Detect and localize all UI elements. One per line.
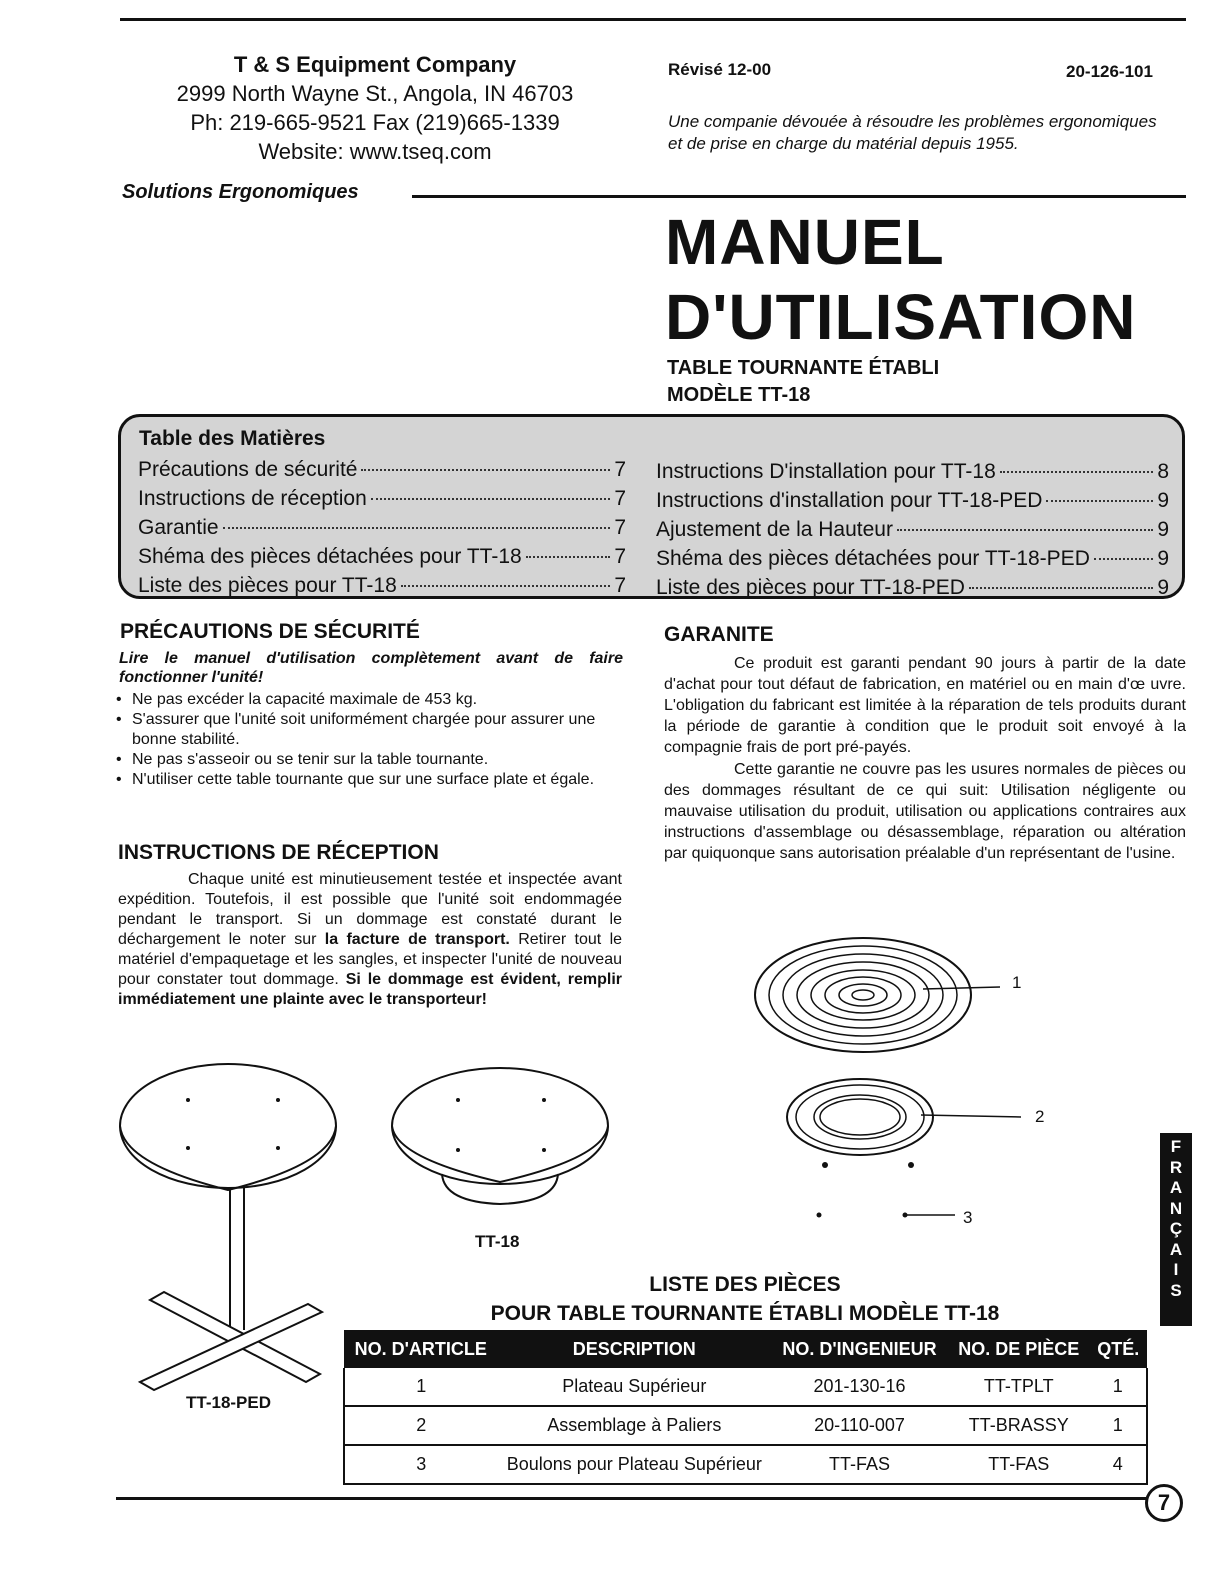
callout-3: 3 <box>963 1208 973 1227</box>
table-row <box>344 1406 1147 1445</box>
table-cell: TT-FAS <box>771 1445 948 1484</box>
safety-list <box>114 690 604 790</box>
page-number: 7 <box>1145 1484 1183 1522</box>
top-rule <box>120 18 1186 21</box>
document-number: 20-126-101 <box>1066 62 1153 81</box>
callout-2: 2 <box>1035 1107 1045 1126</box>
manual-title-line1: MANUEL <box>665 206 945 278</box>
warranty-heading: GARANITE <box>664 623 774 646</box>
toc-right-column <box>656 457 1169 602</box>
company-website[interactable]: Website: www.tseq.com <box>258 139 492 164</box>
parts-title-line2: POUR TABLE TOURNANTE ÉTABLI MODÈLE TT-18 <box>490 1302 1000 1325</box>
parts-list-title <box>440 1270 1050 1328</box>
toc-left-column <box>138 455 626 600</box>
toc-entry[interactable]: Ajustement de la Hauteur 9 <box>656 518 1169 541</box>
company-phone-fax: Ph: 219-665-9521 Fax (219)665-1339 <box>190 110 560 135</box>
toc-entry[interactable]: Liste des pièces pour TT-18 7 <box>138 574 626 597</box>
table-cell: 4 <box>1090 1445 1148 1484</box>
toc-entry[interactable]: Shéma des pièces détachées pour TT-18 7 <box>138 545 626 568</box>
column-header: DESCRIPTION <box>497 1330 771 1368</box>
column-header: NO. D'INGENIEUR <box>771 1330 948 1368</box>
warranty-paragraph-2: Cette garantie ne couvre pas les usures normales de pièces ou des dommages résultant de ce qui suit: Utilisation négligente ou mauvaise utilisation du produit, utilisation ou applications contraires aux instructions d'assemblage ou désassemblage, réparation ou altération par quiquonque sans autorisation préalable d'un représentant de l'usine. <box>664 761 1186 862</box>
table-cell: TT-BRASSY <box>948 1406 1090 1445</box>
table-of-contents <box>118 414 1185 599</box>
column-header: NO. DE PIÈCE <box>948 1330 1090 1368</box>
table-cell: Plateau Supérieur <box>497 1368 771 1406</box>
toc-entry[interactable]: Shéma des pièces détachées pour TT-18-PED 9 <box>656 547 1169 570</box>
parts-table <box>343 1330 1148 1485</box>
table-cell: 1 <box>1090 1406 1148 1445</box>
reception-paragraph: Chaque unité est minutieusement testée et inspectée avant expédition. Toutefois, il est possible que l'unité soit endommagée pendant le transport. Si un dommage est constaté durant le déchargement le noter sur la facture de transport. Retirer tout le matériel d'empaquetage et les sangles, et inspecter l'unité de nouveau pour constater tout dommage. Si le dommage est évident, remplir immédiatement une plainte avec le transporteur! <box>118 871 623 1008</box>
table-cell: Assemblage à Paliers <box>497 1406 771 1445</box>
tt18-drawing <box>380 1062 620 1222</box>
safety-intro: Lire le manuel d'utilisation complètement avant de faire fonctionner l'unité! <box>119 650 623 686</box>
table-cell: 1 <box>344 1368 497 1406</box>
list-item: • Ne pas excéder la capacité maximale de 453 kg. <box>114 690 604 710</box>
table-cell: 201-130-16 <box>771 1368 948 1406</box>
table-row <box>344 1368 1147 1406</box>
warranty-paragraph-1: Ce produit est garanti pendant 90 jours à partir de la date d'achat pour tout défaut de fabrication, en matériel ou en main d'œ uvre. L'obligation du fabricant est limitée à la réparation de tels produits durant la période de garantie à condition que le produit soit envoyé à la compagnie frais de port pré-payés. <box>664 655 1186 756</box>
safety-heading: PRÉCAUTIONS DE SÉCURITÉ <box>120 620 420 643</box>
column-header: QTÉ. <box>1090 1330 1148 1368</box>
revised-date: Révisé 12-00 <box>668 60 772 79</box>
toc-heading: Table des Matières <box>139 427 326 450</box>
table-cell: TT-FAS <box>948 1445 1090 1484</box>
company-block <box>130 50 620 166</box>
product-subtitle-1: TABLE TOURNANTE ÉTABLI <box>667 357 940 379</box>
tt18-ped-drawing <box>110 1060 350 1400</box>
reception-heading: INSTRUCTIONS DE RÉCEPTION <box>118 841 439 864</box>
table-cell: 1 <box>1090 1368 1148 1406</box>
toc-entry[interactable]: Précautions de sécurité 7 <box>138 458 626 481</box>
table-cell: Boulons pour Plateau Supérieur <box>497 1445 771 1484</box>
table-cell: TT-TPLT <box>948 1368 1090 1406</box>
list-item: • N'utiliser cette table tournante que sur une surface plate et égale. <box>114 770 604 790</box>
parts-title-line1: LISTE DES PIÈCES <box>649 1273 841 1296</box>
table-row <box>344 1445 1147 1484</box>
bottom-rule <box>116 1497 1146 1500</box>
tt18-ped-caption: TT-18-PED <box>186 1393 272 1412</box>
product-subtitle-2: MODÈLE TT-18 <box>667 384 811 406</box>
tagline: Une companie dévouée à résoudre les problèmes ergonomiques et de prise en charge du matérial depuis 1955. <box>668 112 1157 153</box>
list-item: • S'assurer que l'unité soit uniformément chargée pour assurer une bonne stabilité. <box>114 710 604 750</box>
toc-entry[interactable]: Instructions de réception 7 <box>138 487 626 510</box>
table-header-row <box>344 1330 1147 1368</box>
company-address: 2999 North Wayne St., Angola, IN 46703 <box>176 81 574 106</box>
callout-1: 1 <box>1012 973 1022 992</box>
toc-entry[interactable]: Liste des pièces pour TT-18-PED 9 <box>656 576 1169 599</box>
tt18-caption: TT-18 <box>475 1232 520 1251</box>
section-rule <box>412 195 1186 198</box>
section-label: Solutions Ergonomiques <box>122 181 359 203</box>
toc-entry[interactable]: Garantie 7 <box>138 516 626 539</box>
list-item: • Ne pas s'asseoir ou se tenir sur la table tournante. <box>114 750 604 770</box>
table-cell: 20-110-007 <box>771 1406 948 1445</box>
manual-title-line2: D'UTILISATION <box>665 281 1137 353</box>
toc-entry[interactable]: Instructions D'installation pour TT-18 8 <box>656 460 1169 483</box>
table-cell: 3 <box>344 1445 497 1484</box>
table-cell: 2 <box>344 1406 497 1445</box>
toc-entry[interactable]: Instructions d'installation pour TT-18-PED 9 <box>656 489 1169 512</box>
company-name: T & S Equipment Company <box>233 52 517 77</box>
language-side-tab: F R A N Ç A I S <box>1160 1133 1192 1326</box>
column-header: NO. D'ARTICLE <box>344 1330 497 1368</box>
